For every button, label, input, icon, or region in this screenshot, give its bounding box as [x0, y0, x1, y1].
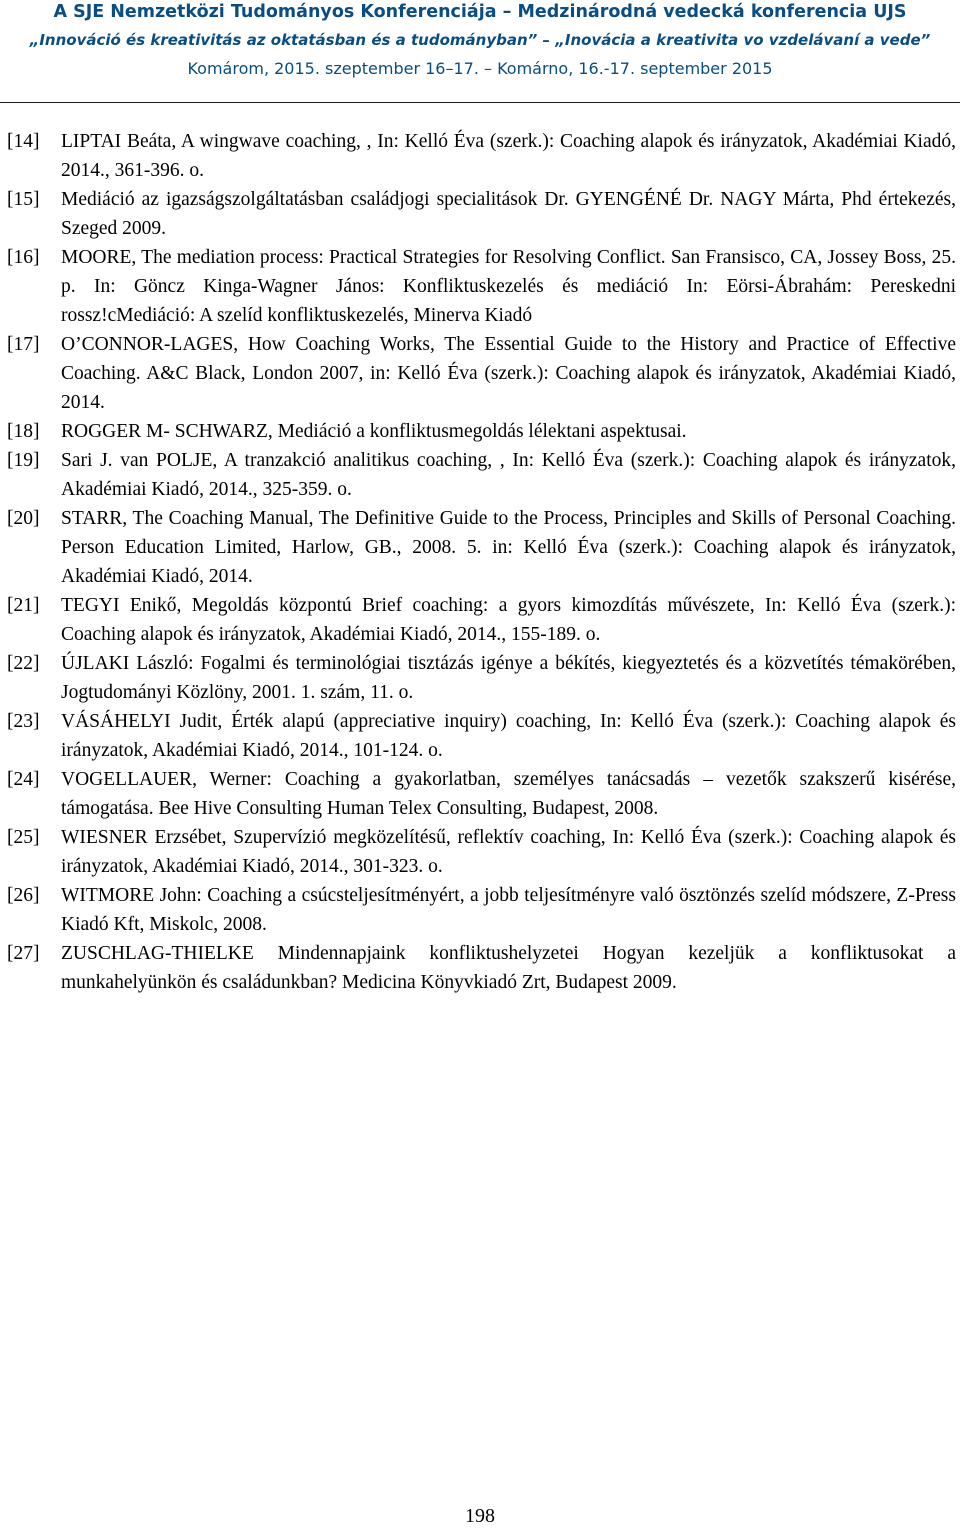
reference-item	[7, 939, 956, 997]
reference-list	[7, 127, 956, 997]
reference-number: [21]	[7, 595, 40, 616]
reference-item	[7, 504, 956, 591]
reference-number: [20]	[7, 508, 40, 529]
reference-item	[7, 417, 956, 446]
reference-item	[7, 823, 956, 881]
reference-number: [15]	[7, 189, 40, 210]
reference-text: TEGYI Enikő, Megoldás központú Brief coaching: a gyors kimozdítás művészete, In: Kelló Éva (szerk.): Coaching alapok és irányzatok, Akadémiai Kiadó, 2014., 155-189. o.	[61, 595, 956, 645]
reference-item	[7, 765, 956, 823]
reference-text: Mediáció az igazságszolgáltatásban családjogi specialitások Dr. GYENGÉNÉ Dr. NAGY Márta, Phd értekezés, Szeged 2009.	[61, 189, 956, 239]
reference-number: [26]	[7, 885, 40, 906]
reference-item	[7, 881, 956, 939]
reference-text: WITMORE John: Coaching a csúcsteljesítményért, a jobb teljesítményre való ösztönzés szelíd módszere, Z-Press Kiadó Kft, Miskolc, 2008.	[61, 885, 956, 935]
reference-item	[7, 591, 956, 649]
reference-number: [16]	[7, 247, 40, 268]
reference-text: VOGELLAUER, Werner: Coaching a gyakorlatban, személyes tanácsadás – vezetők szakszerű kisérése, támogatása. Bee Hive Consulting Human Telex Consulting, Budapest, 2008.	[61, 769, 956, 819]
reference-item	[7, 707, 956, 765]
reference-text: WIESNER Erzsébet, Szupervízió megközelítésű, reflektív coaching, In: Kelló Éva (szerk.): Coaching alapok és irányzatok, Akadémiai Kiadó, 2014., 301-323. o.	[61, 827, 956, 877]
conference-title: A SJE Nemzetközi Tudományos Konferenciája – Medzinárodná vedecká konferencia UJS	[53, 2, 907, 22]
reference-item	[7, 330, 956, 417]
reference-text: VÁSÁHELYI Judit, Érték alapú (appreciative inquiry) coaching, In: Kelló Éva (szerk.): Coaching alapok és irányzatok, Akadémiai Kiadó, 2014., 101-124. o.	[61, 711, 956, 761]
reference-number: [27]	[7, 943, 40, 964]
reference-item	[7, 243, 956, 330]
conference-header	[0, 0, 960, 104]
reference-text: STARR, The Coaching Manual, The Definitive Guide to the Process, Principles and Skills of Personal Coaching. Person Education Limited, Harlow, GB., 2008. 5. in: Kelló Éva (szerk.): Coaching alapok és irányzatok, Akadémiai Kiadó, 2014.	[61, 508, 956, 587]
reference-number: [24]	[7, 769, 40, 790]
reference-text: LIPTAI Beáta, A wingwave coaching, , In: Kelló Éva (szerk.): Coaching alapok és irányzatok, Akadémiai Kiadó, 2014., 361-396. o.	[61, 131, 956, 181]
page-number: 198	[465, 1505, 495, 1527]
reference-number: [22]	[7, 653, 40, 674]
reference-text: ÚJLAKI László: Fogalmi és terminológiai tisztázás igénye a békítés, kiegyeztetés és a közvetítés témakörében, Jogtudományi Közlöny, 2001. 1. szám, 11. o.	[61, 653, 956, 703]
reference-text: O’CONNOR-LAGES, How Coaching Works, The Essential Guide to the History and Practice of Effective Coaching. A&C Black, London 2007, in: Kelló Éva (szerk.): Coaching alapok és irányzatok, Akadémiai Kiadó, 2014.	[61, 334, 956, 413]
reference-number: [18]	[7, 421, 40, 442]
header-divider	[0, 102, 960, 103]
reference-number: [19]	[7, 450, 40, 471]
reference-number: [25]	[7, 827, 40, 848]
reference-item	[7, 649, 956, 707]
reference-number: [17]	[7, 334, 40, 355]
reference-text: ZUSCHLAG-THIELKE Mindennapjaink konfliktushelyzetei Hogyan kezeljük a konfliktusokat a munkahelyünkön és családunkban? Medicina Könyvkiadó Zrt, Budapest 2009.	[61, 943, 956, 993]
conference-date-place: Komárom, 2015. szeptember 16–17. – Komárno, 16.-17. september 2015	[187, 59, 773, 78]
conference-motto: „Innováció és kreativitás az oktatásban és a tudományban” – „Inovácia a kreativita vo vzdelávaní a vede”	[29, 31, 931, 49]
reference-text: ROGGER M- SCHWARZ, Mediáció a konfliktusmegoldás lélektani aspektusai.	[61, 421, 687, 442]
reference-text: MOORE, The mediation process: Practical Strategies for Resolving Conflict. San Fransisco, CA, Jossey Boss, 25. p. In: Göncz Kinga-Wagner János: Konfliktuskezelés és mediáció In: Eörsi-Ábrahám: Pereskedni rossz!cMediáció: A szelíd konfliktuskezelés, Minerva Kiadó	[61, 247, 956, 326]
reference-text: Sari J. van POLJE, A tranzakció analitikus coaching, , In: Kelló Éva (szerk.): Coaching alapok és irányzatok, Akadémiai Kiadó, 2014., 325-359. o.	[61, 450, 956, 500]
reference-number: [23]	[7, 711, 40, 732]
reference-item	[7, 185, 956, 243]
reference-item	[7, 446, 956, 504]
reference-item	[7, 127, 956, 185]
reference-number: [14]	[7, 131, 40, 152]
